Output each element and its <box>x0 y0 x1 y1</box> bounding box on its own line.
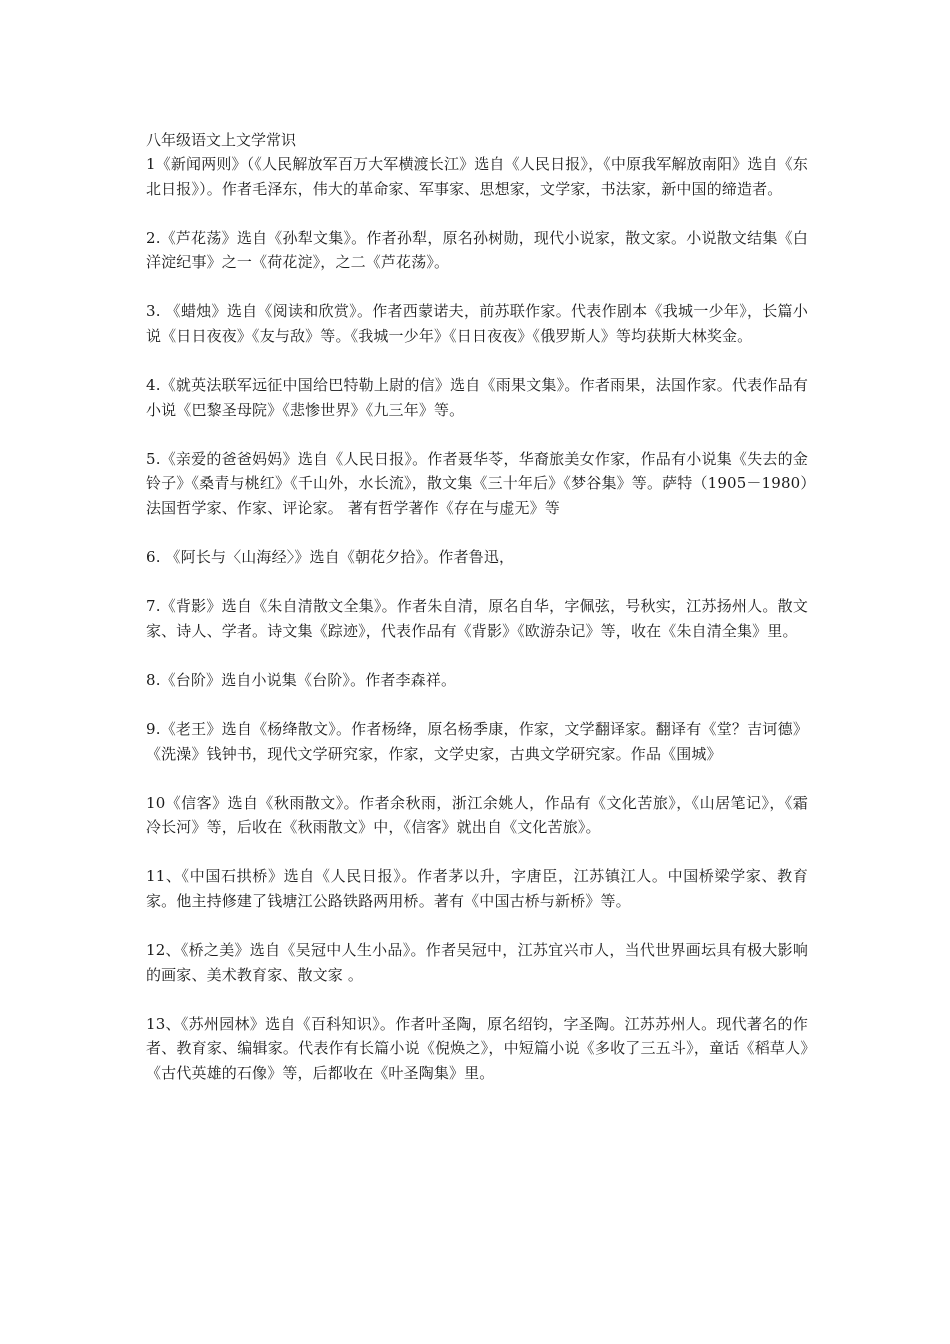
paragraph-7: 7.《背影》选自《朱自清散文全集》。作者朱自清，原名自华，字佩弦，号秋实，江苏扬州人。散文家、诗人、学者。诗文集《踪迹》，代表作品有《背影》《欧游杂记》等，收在《朱自清全集》里。 <box>146 597 808 640</box>
paragraph-6: 6. 《阿长与〈山海经〉》选自《朝花夕拾》。作者鲁迅， <box>146 548 515 567</box>
document-page <box>146 128 808 1110</box>
paragraph-3: 3. 《蜡烛》选自《阅读和欣赏》。作者西蒙诺夫，前苏联作家。代表作剧本《我城一少年》，长篇小说《日日夜夜》《友与敌》等。《我城一少年》《日日夜夜》《俄罗斯人》等均获斯大林奖金。 <box>146 302 808 345</box>
document-title: 八年级语文上文学常识 <box>146 131 297 149</box>
paragraph-2: 2.《芦花荡》选自《孙犁文集》。作者孙犁，原名孙树勋，现代小说家，散文家。小说散文结集《白洋淀纪事》之一《荷花淀》，之二《芦花荡》。 <box>146 228 808 272</box>
paragraph-13: 13、《苏州园林》选自《百科知识》。作者叶圣陶，原名绍钧，字圣陶。江苏苏州人。现代著名的作者、教育家、编辑家。代表作有长篇小说《倪焕之》，中短篇小说《多收了三五斗》，童话《稻草人》《古代英雄的石像》等，后都收在《叶圣陶集》里。 <box>146 1014 808 1082</box>
paragraph-12: 12、《桥之美》选自《吴冠中人生小品》。作者吴冠中，江苏宜兴市人，当代世界画坛具有极大影响的画家、美术教育家、散文家 。 <box>146 940 808 984</box>
paragraph-1: 1《新闻两则》（《人民解放军百万大军横渡长江》选自《人民日报》，《中原我军解放南阳》选自《东北日报》）。作者毛泽东，伟大的革命家、军事家、思想家，文学家，书法家，新中国的缔造者。 <box>146 155 808 198</box>
paragraph-10: 10《信客》选自《秋雨散文》。作者余秋雨，浙江余姚人，作品有《文化苦旅》，《山居笔记》，《霜冷长河》等，后收在《秋雨散文》中，《信客》就出自《文化苦旅》。 <box>146 793 808 837</box>
paragraph-8: 8.《台阶》选自小说集《台阶》。作者李森祥。 <box>146 670 457 689</box>
paragraph-9: 9.《老王》选自《杨绛散文》。作者杨绛，原名杨季康，作家，文学翻译家。翻译有《堂？吉诃德》《洗澡》钱钟书，现代文学研究家，作家，文学史家，古典文学研究家。作品《围城》 <box>146 719 808 763</box>
paragraph-5: 5.《亲爱的爸爸妈妈》选自《人民日报》。作者聂华苓，华裔旅美女作家，作品有小说集《失去的金铃子》《桑青与桃红》《千山外，水长流》，散文集《三十年后》《梦谷集》等。萨特（1905－1980）法国哲学家、作家、评论家。 著有哲学著作《存在与虚无》等 <box>146 449 808 517</box>
paragraph-11: 11、《中国石拱桥》选自《人民日报》。作者茅以升，字唐臣，江苏镇江人。中国桥梁学家、教育家。他主持修建了钱塘江公路铁路两用桥。著有《中国古桥与新桥》等。 <box>146 867 808 910</box>
paragraph-4: 4.《就英法联军远征中国给巴特勒上尉的信》选自《雨果文集》。作者雨果，法国作家。代表作品有小说《巴黎圣母院》《悲惨世界》《九三年》等。 <box>146 376 808 419</box>
